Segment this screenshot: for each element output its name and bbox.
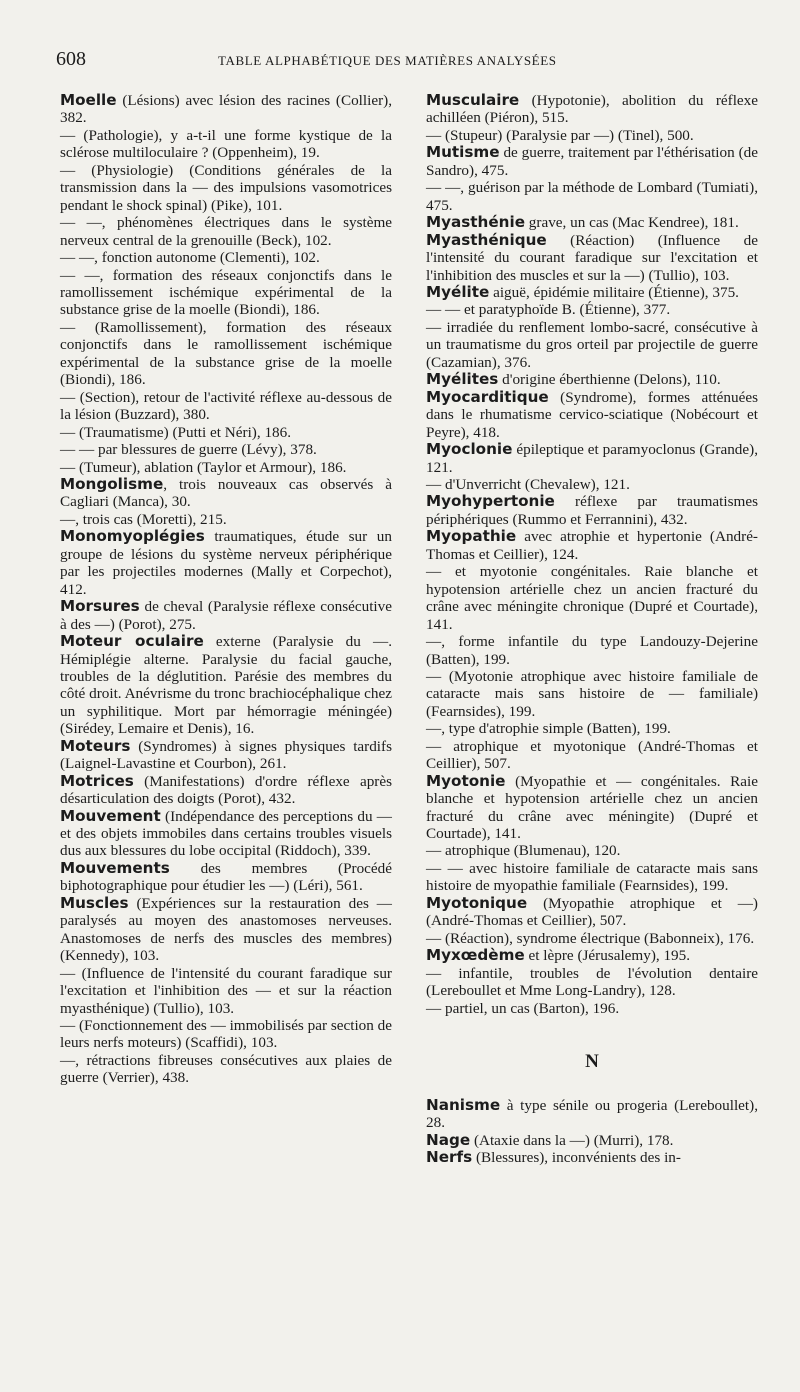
entry-headword: Moelle	[60, 91, 117, 109]
index-entry	[426, 493, 758, 528]
index-entry	[426, 860, 758, 895]
index-entry	[426, 668, 758, 720]
entry-text: (Indépendance des perceptions du — et des objets immobiles dans certains troubles visuels dus aux blessures du lobe occipital (Riddoch), 339.	[60, 807, 392, 860]
entry-headword: Myélites	[426, 370, 499, 389]
index-entry	[60, 773, 392, 808]
index-entry	[60, 319, 392, 389]
index-entry	[60, 424, 392, 441]
entry-text: (Ataxie dans la —) (Murri), 178.	[470, 1131, 674, 1149]
entry-text: — (Réaction), syndrome électrique (Babonneix), 176.	[426, 929, 755, 947]
index-entry	[426, 319, 758, 371]
entry-headword: Nerfs	[426, 1148, 473, 1167]
index-entry	[60, 738, 392, 773]
entry-headword: Myocarditique	[426, 387, 549, 406]
entry-headword: Myotonie	[426, 771, 506, 790]
entry-headword: Myotonique	[426, 893, 528, 912]
entry-text: (Manifestations) d'ordre réflexe après désarticulation des doigts (Porot), 432.	[60, 772, 392, 808]
index-entry	[60, 808, 392, 860]
entry-headword: Morsures	[60, 597, 140, 616]
index-entry	[60, 895, 392, 965]
entry-text: (Myopathie et — congénitales. Raie blanche et hypotension artérielle chez un ancien fracturé du crâne avec méningite) (Dupré et Courtade), 141.	[426, 772, 758, 843]
entry-headword: Myélite	[426, 282, 490, 301]
index-entry	[426, 1000, 758, 1017]
entry-text: — —, phénomènes électriques dans le système nerveux central de la grenouille (Beck), 102.	[60, 214, 392, 249]
index-entry	[60, 249, 392, 266]
entry-text: réflexe par traumatismes périphériques (Rummo et Ferrannini), 432.	[426, 493, 758, 528]
entry-text: — —, fonction autonome (Clementi), 102.	[60, 249, 320, 267]
index-entry	[60, 441, 392, 458]
entry-text: —, type d'atrophie simple (Batten), 199.	[426, 720, 671, 738]
entry-text: —, trois cas (Moretti), 215.	[60, 510, 227, 528]
index-entry	[426, 563, 758, 633]
index-entry	[60, 598, 392, 633]
index-entry	[60, 214, 392, 249]
entry-text: — (Fonctionnement des — immobilisés par section de leurs nerfs moteurs) (Scaffidi), 103.	[60, 1017, 392, 1052]
entry-text: aiguë, épidémie militaire (Étienne), 375.	[489, 283, 739, 301]
entry-text: — et myotonie congénitales. Raie blanche et hypotension artérielle chez un ancien fracturé du crâne avec méningite chronique (Dupré et Courtade), 141.	[426, 563, 758, 633]
running-title: TABLE ALPHABÉTIQUE DES MATIÈRES ANALYSÉES	[218, 53, 557, 68]
index-entry	[426, 528, 758, 563]
index-entry	[60, 127, 392, 162]
index-entry	[60, 92, 392, 127]
index-entry	[60, 511, 392, 528]
entry-headword: Mouvement	[60, 806, 161, 825]
entry-text: (Blessures), inconvénients des in-	[472, 1149, 681, 1167]
index-entry	[426, 947, 758, 964]
entry-text: — (Tumeur), ablation (Taylor et Armour), 186.	[60, 458, 347, 476]
entry-text: — (Pathologie), y a-t-il une forme kystique de la sclérose multiloculaire ? (Oppenheim), 19.	[60, 126, 392, 162]
entry-headword: Nage	[426, 1130, 471, 1149]
entry-headword: Musculaire	[426, 91, 520, 109]
entry-headword: Myasthénique	[426, 230, 547, 249]
entry-headword: Monomyoplégies	[60, 527, 205, 546]
entry-headword: Motrices	[60, 771, 134, 790]
entry-text: , trois nouveaux cas observés à Cagliari (Manca), 30.	[60, 475, 392, 511]
entry-text: des membres (Procédé biphotographique pour étudier les —) (Léri), 561.	[60, 859, 392, 895]
index-entry	[426, 284, 758, 301]
index-entry	[426, 476, 758, 493]
index-entry	[426, 232, 758, 284]
index-entry	[426, 1097, 758, 1132]
entry-text: et lèpre (Jérusalemy), 195.	[524, 947, 691, 965]
entry-text: — (Stupeur) (Paralysie par —) (Tinel), 500.	[426, 126, 694, 144]
index-entry	[60, 1052, 392, 1087]
index-entry	[426, 144, 758, 179]
entry-text: — (Myotonie atrophique avec histoire familiale de cataracte mais sans histoire de — familiale) (Fearnsides), 199.	[426, 667, 758, 720]
entry-text: (Syndrome), formes atténuées dans le rhumatisme cervico-sciatique (Nobécourt et Peyre), 418.	[426, 388, 758, 441]
entry-text: — (Influence de l'intensité du courant faradique sur l'excitation et l'inhibition des — et sur la réaction myasthénique) (Tullio), 103.	[60, 964, 392, 1017]
index-entry	[60, 162, 392, 214]
index-entry	[426, 773, 758, 843]
right-column-entries-n	[426, 1097, 758, 1167]
index-entry	[60, 965, 392, 1017]
entry-headword: Nanisme	[426, 1096, 501, 1115]
entry-text: — partiel, un cas (Barton), 196.	[426, 999, 620, 1017]
entry-headword: Moteurs	[60, 736, 131, 755]
index-entry	[60, 389, 392, 424]
index-entry	[426, 842, 758, 859]
entry-text: — atrophique et myotonique (André-Thomas et Ceillier), 507.	[426, 737, 758, 773]
entry-headword: Mongolisme	[60, 474, 164, 493]
entry-text: d'origine éberthienne (Delons), 110.	[498, 371, 721, 389]
index-entry	[426, 1149, 758, 1166]
index-entry	[60, 1017, 392, 1052]
index-entry	[60, 267, 392, 319]
index-entry	[60, 459, 392, 476]
entry-text: — (Physiologie) (Conditions générales de la transmission dans la — des impulsions vasomotrices pendant le shock spinal) (Pike), 101.	[60, 161, 392, 214]
index-entry	[426, 1132, 758, 1149]
section-letter: N	[585, 1051, 599, 1073]
index-entry	[60, 633, 392, 738]
entry-headword: Moteur oculaire	[60, 632, 204, 651]
entry-headword: Myasthénie	[426, 213, 525, 232]
entry-text: de cheval (Paralysie réflexe consécutive à des —) (Porot), 275.	[60, 598, 392, 633]
entry-text: — — avec histoire familiale de cataracte mais sans histoire de myopathie familiale (Fearnsides), 199.	[426, 859, 758, 895]
right-column	[426, 92, 758, 1167]
index-entry	[426, 633, 758, 668]
page-header	[0, 48, 800, 80]
entry-text: — atrophique (Blumenau), 120.	[426, 842, 621, 860]
index-entry	[426, 179, 758, 214]
entry-headword: Muscles	[60, 893, 129, 912]
index-entry	[426, 441, 758, 476]
entry-text: — — et paratyphoïde B. (Étienne), 377.	[426, 301, 671, 319]
right-column-entries	[426, 92, 758, 1017]
entry-text: — —, guérison par la méthode de Lombard (Tumiati), 475.	[426, 179, 758, 214]
entry-text: — (Ramollissement), formation des réseaux conjonctifs dans le ramollissement ischémique expérimental de la substance grise de la moelle (Biondi), 186.	[60, 318, 392, 389]
entry-text: — —, formation des réseaux conjonctifs dans le ramollissement ischémique expérimental de la substance grise de la moelle (Biondi), 186.	[60, 266, 392, 319]
entry-text: épileptique et paramyoclonus (Grande), 121.	[426, 441, 758, 476]
index-entry	[426, 371, 758, 388]
entry-text: (Myopathie atrophique et —) (André-Thomas et Ceillier), 507.	[426, 894, 758, 930]
entry-headword: Myxœdème	[426, 946, 525, 965]
entry-text: (Réaction) (Influence de l'intensité du courant faradique sur l'excitation et l'inhibition des muscles et sur la —) (Tullio), 103.	[426, 231, 758, 284]
entry-text: — (Section), retour de l'activité réflexe au-dessous de la lésion (Buzzard), 380.	[60, 388, 392, 424]
index-entry	[426, 301, 758, 318]
index-entry	[426, 389, 758, 441]
entry-text: —, rétractions fibreuses consécutives aux plaies de guerre (Verrier), 438.	[60, 1051, 392, 1087]
entry-text: — d'Unverricht (Chevalew), 121.	[426, 475, 630, 493]
index-entry	[60, 860, 392, 895]
index-entry	[426, 214, 758, 231]
entry-text: avec atrophie et hypertonie (André-Thomas et Ceillier), 124.	[426, 528, 758, 563]
entry-text: — infantile, troubles de l'évolution dentaire (Lereboullet et Mme Long-Landry), 128.	[426, 964, 758, 1000]
index-entry	[426, 720, 758, 737]
entry-text: à type sénile ou progeria (Lereboullet), 28.	[426, 1097, 758, 1132]
entry-text: (Lésions) avec lésion des racines (Collier), 382.	[60, 92, 392, 127]
entry-text: (Expériences sur la restauration des — paralysés au moyen des anastomoses nerveuses. Anastomoses de nerfs des muscles des membres) (Kennedy), 103.	[60, 894, 392, 965]
entry-text: — — par blessures de guerre (Lévy), 378.	[60, 441, 317, 459]
entry-text: de guerre, traitement par l'éthérisation (de Sandro), 475.	[426, 144, 758, 179]
index-entry	[426, 127, 758, 144]
index-entry	[426, 738, 758, 773]
page-number: 608	[56, 48, 86, 70]
entry-text: traumatiques, étude sur un groupe de lésions du système nerveux périphérique par les projectiles modernes (Mally et Corpechot), 412.	[60, 528, 392, 598]
entry-text: externe (Paralysie du —. Hémiplégie alterne. Paralysie du facial gauche, troubles de la déglutition. Parésie des membres du côté droit. Anévrisme du tronc brachiocéphalique chez un syphilitique. Mort par hémorragie méningée) (Sirédey, Lemaire et Denis), 16.	[60, 633, 392, 738]
entry-text: — (Traumatisme) (Putti et Néri), 186.	[60, 423, 292, 441]
entry-headword: Mouvements	[60, 858, 170, 877]
entry-headword: Mutisme	[426, 143, 500, 162]
index-entry	[426, 92, 758, 127]
index-entry	[426, 930, 758, 947]
index-entry	[60, 528, 392, 598]
entry-text: —, forme infantile du type Landouzy-Dejerine (Batten), 199.	[426, 633, 758, 668]
entry-headword: Myopathie	[426, 527, 517, 546]
index-entry	[60, 476, 392, 511]
entry-text: grave, un cas (Mac Kendree), 181.	[525, 214, 739, 232]
entry-text: (Syndromes) à signes physiques tardifs (Laignel-Lavastine et Courbon), 261.	[60, 737, 392, 773]
entry-headword: Myohypertonie	[426, 492, 555, 511]
entry-headword: Myoclonie	[426, 440, 513, 459]
index-entry	[426, 965, 758, 1000]
index-entry	[426, 895, 758, 930]
entry-text: (Hypotonie), abolition du réflexe achilléen (Piéron), 515.	[426, 92, 758, 127]
left-column	[60, 92, 392, 1087]
entry-text: — irradiée du renflement lombo-sacré, consécutive à un traumatisme du gros orteil par projectile de guerre (Cazamian), 376.	[426, 318, 758, 371]
